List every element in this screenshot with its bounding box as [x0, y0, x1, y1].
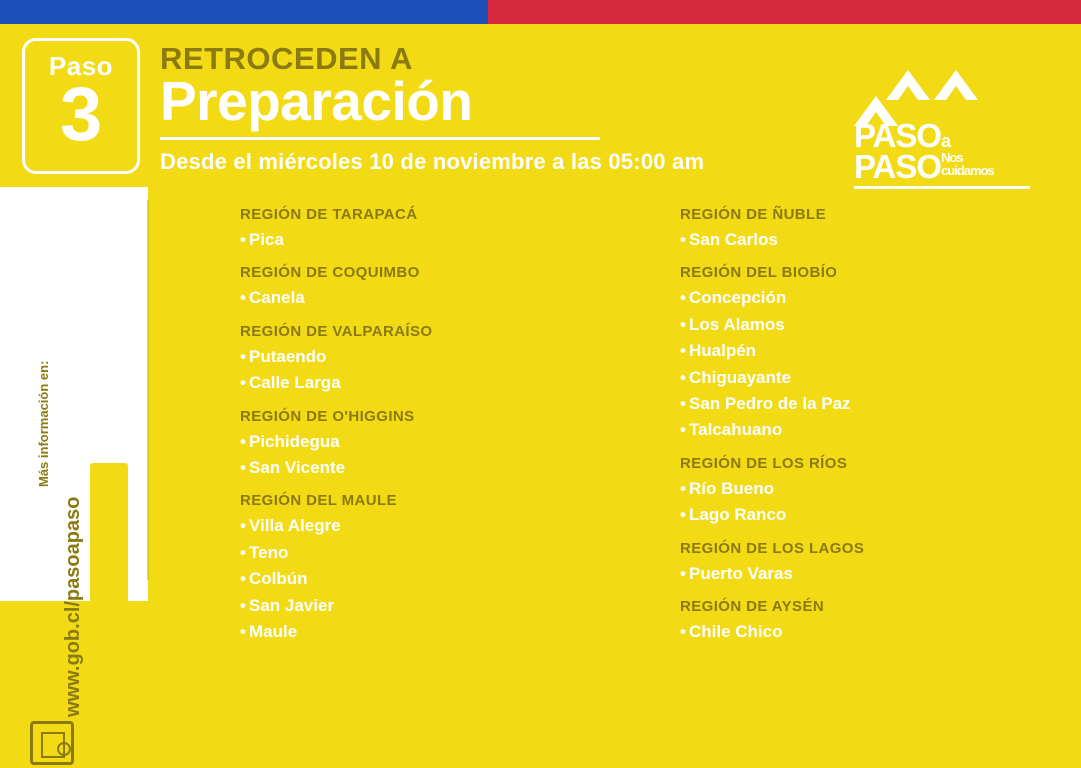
comuna-item: • Río Bueno: [680, 478, 774, 498]
header-band: [0, 24, 1081, 187]
page-title: Preparación: [160, 70, 473, 133]
regions-column-left: [240, 206, 570, 642]
logo-line2-sup-2: cuidamos: [941, 163, 994, 179]
comuna-label: Concepción: [689, 288, 787, 308]
comuna-item: • Los Alamos: [680, 314, 785, 334]
comuna-label: Puerto Varas: [689, 563, 793, 583]
comuna-label: San Javier: [249, 595, 335, 615]
header-rule: [160, 137, 600, 140]
comuna-label: Teno: [249, 542, 289, 562]
step-badge-number: 3: [59, 72, 103, 157]
comuna-item: • Hualpén: [680, 341, 757, 361]
comuna-item: • Puerto Varas: [680, 563, 793, 583]
region-heading: REGIÓN DE ÑUBLE: [680, 206, 827, 223]
sidebar-url[interactable]: www.gob.cl/pasoapaso: [62, 496, 84, 717]
region-heading: REGIÓN DE VALPARAÍSO: [240, 322, 433, 340]
region-heading: REGIÓN DE O'HIGGINS: [240, 407, 415, 425]
comuna-label: Pichidegua: [249, 431, 340, 451]
comuna-item: • Canela: [240, 288, 305, 308]
regions-columns: [240, 206, 1030, 642]
comuna-item: • Maule: [240, 621, 298, 641]
comuna-item: • Pica: [240, 230, 284, 249]
comuna-item: • San Javier: [240, 595, 335, 615]
comuna-item: • Concepción: [680, 288, 787, 308]
comuna-item: • Putaendo: [240, 346, 327, 366]
comuna-item: • Villa Alegre: [240, 516, 341, 536]
sidebar-hashtag-box: [90, 463, 128, 768]
comuna-label: Hualpén: [689, 341, 757, 361]
comuna-label: Río Bueno: [689, 478, 774, 498]
comuna-label: Putaendo: [249, 346, 327, 366]
sidebar-info-label: Más información en:: [36, 360, 51, 487]
logo-line2: PASO: [854, 148, 942, 186]
region-heading: REGIÓN DE COQUIMBO: [240, 264, 420, 282]
regions-column-right: [680, 206, 1010, 642]
comuna-label: Colbún: [249, 569, 308, 589]
step-badge: [22, 38, 140, 174]
logo-line2-sup-1: Nos: [941, 150, 963, 166]
comuna-label: San Vicente: [249, 457, 346, 477]
comuna-label: Talcahuano: [689, 420, 783, 440]
top-bar-blue-segment: [0, 0, 488, 24]
comuna-item: • Chile Chico: [680, 621, 783, 641]
comuna-label: Villa Alegre: [249, 516, 341, 536]
region-heading: REGIÓN DE LOS LAGOS: [680, 539, 865, 557]
comuna-label: Calle Larga: [249, 373, 341, 393]
comuna-label: Canela: [249, 288, 305, 308]
comuna-item: • Talcahuano: [680, 420, 783, 440]
comuna-item: • Chiguayante: [680, 367, 792, 387]
comuna-item: • San Pedro de la Paz: [680, 393, 851, 413]
comuna-label: Chiguayante: [689, 367, 792, 387]
vertical-divider: [147, 200, 149, 580]
sidebar-panel: [0, 187, 148, 717]
document-icon: [30, 721, 74, 765]
region-heading: REGIÓN DE LOS RÍOS: [680, 454, 848, 472]
region-heading: REGIÓN DEL MAULE: [240, 492, 397, 510]
logo-line1: PASO: [854, 117, 942, 154]
logo-line1-sup: a: [941, 131, 951, 151]
header-texts: [160, 42, 704, 175]
comuna-label: Pica: [249, 230, 284, 249]
step-badge-word: Paso: [48, 51, 114, 81]
paso-a-paso-logo: [846, 58, 1036, 188]
comuna-item: • Teno: [240, 542, 289, 562]
logo-wordmark: [854, 117, 994, 186]
region-heading: REGIÓN DEL BIOBÍO: [680, 264, 838, 282]
logo-underline: [854, 186, 1030, 189]
comuna-label: Maule: [249, 621, 298, 641]
comuna-label: Los Alamos: [689, 314, 785, 334]
sidebar-hashtag: #SigamosCuidándonos: [10, 253, 33, 487]
region-heading: REGIÓN DE TARAPACÁ: [240, 206, 418, 223]
comuna-label: San Carlos: [689, 230, 778, 249]
comuna-item: • Lago Ranco: [680, 505, 787, 525]
comuna-item: • Colbún: [240, 569, 308, 589]
comuna-label: Lago Ranco: [689, 505, 787, 525]
comuna-item: • San Carlos: [680, 230, 778, 249]
top-bar-red-segment: [488, 0, 1081, 24]
header-subtitle: Desde el miércoles 10 de noviembre a las 05:00 am: [160, 149, 705, 175]
region-heading: REGIÓN DE AYSÉN: [680, 597, 825, 615]
top-color-bar: [0, 0, 1081, 24]
comuna-item: • Calle Larga: [240, 373, 341, 393]
comuna-label: Chile Chico: [689, 621, 783, 641]
header-kicker: RETROCEDEN A: [160, 41, 413, 76]
comuna-label: San Pedro de la Paz: [689, 393, 851, 413]
comuna-item: • San Vicente: [240, 457, 346, 477]
comuna-item: • Pichidegua: [240, 431, 340, 451]
